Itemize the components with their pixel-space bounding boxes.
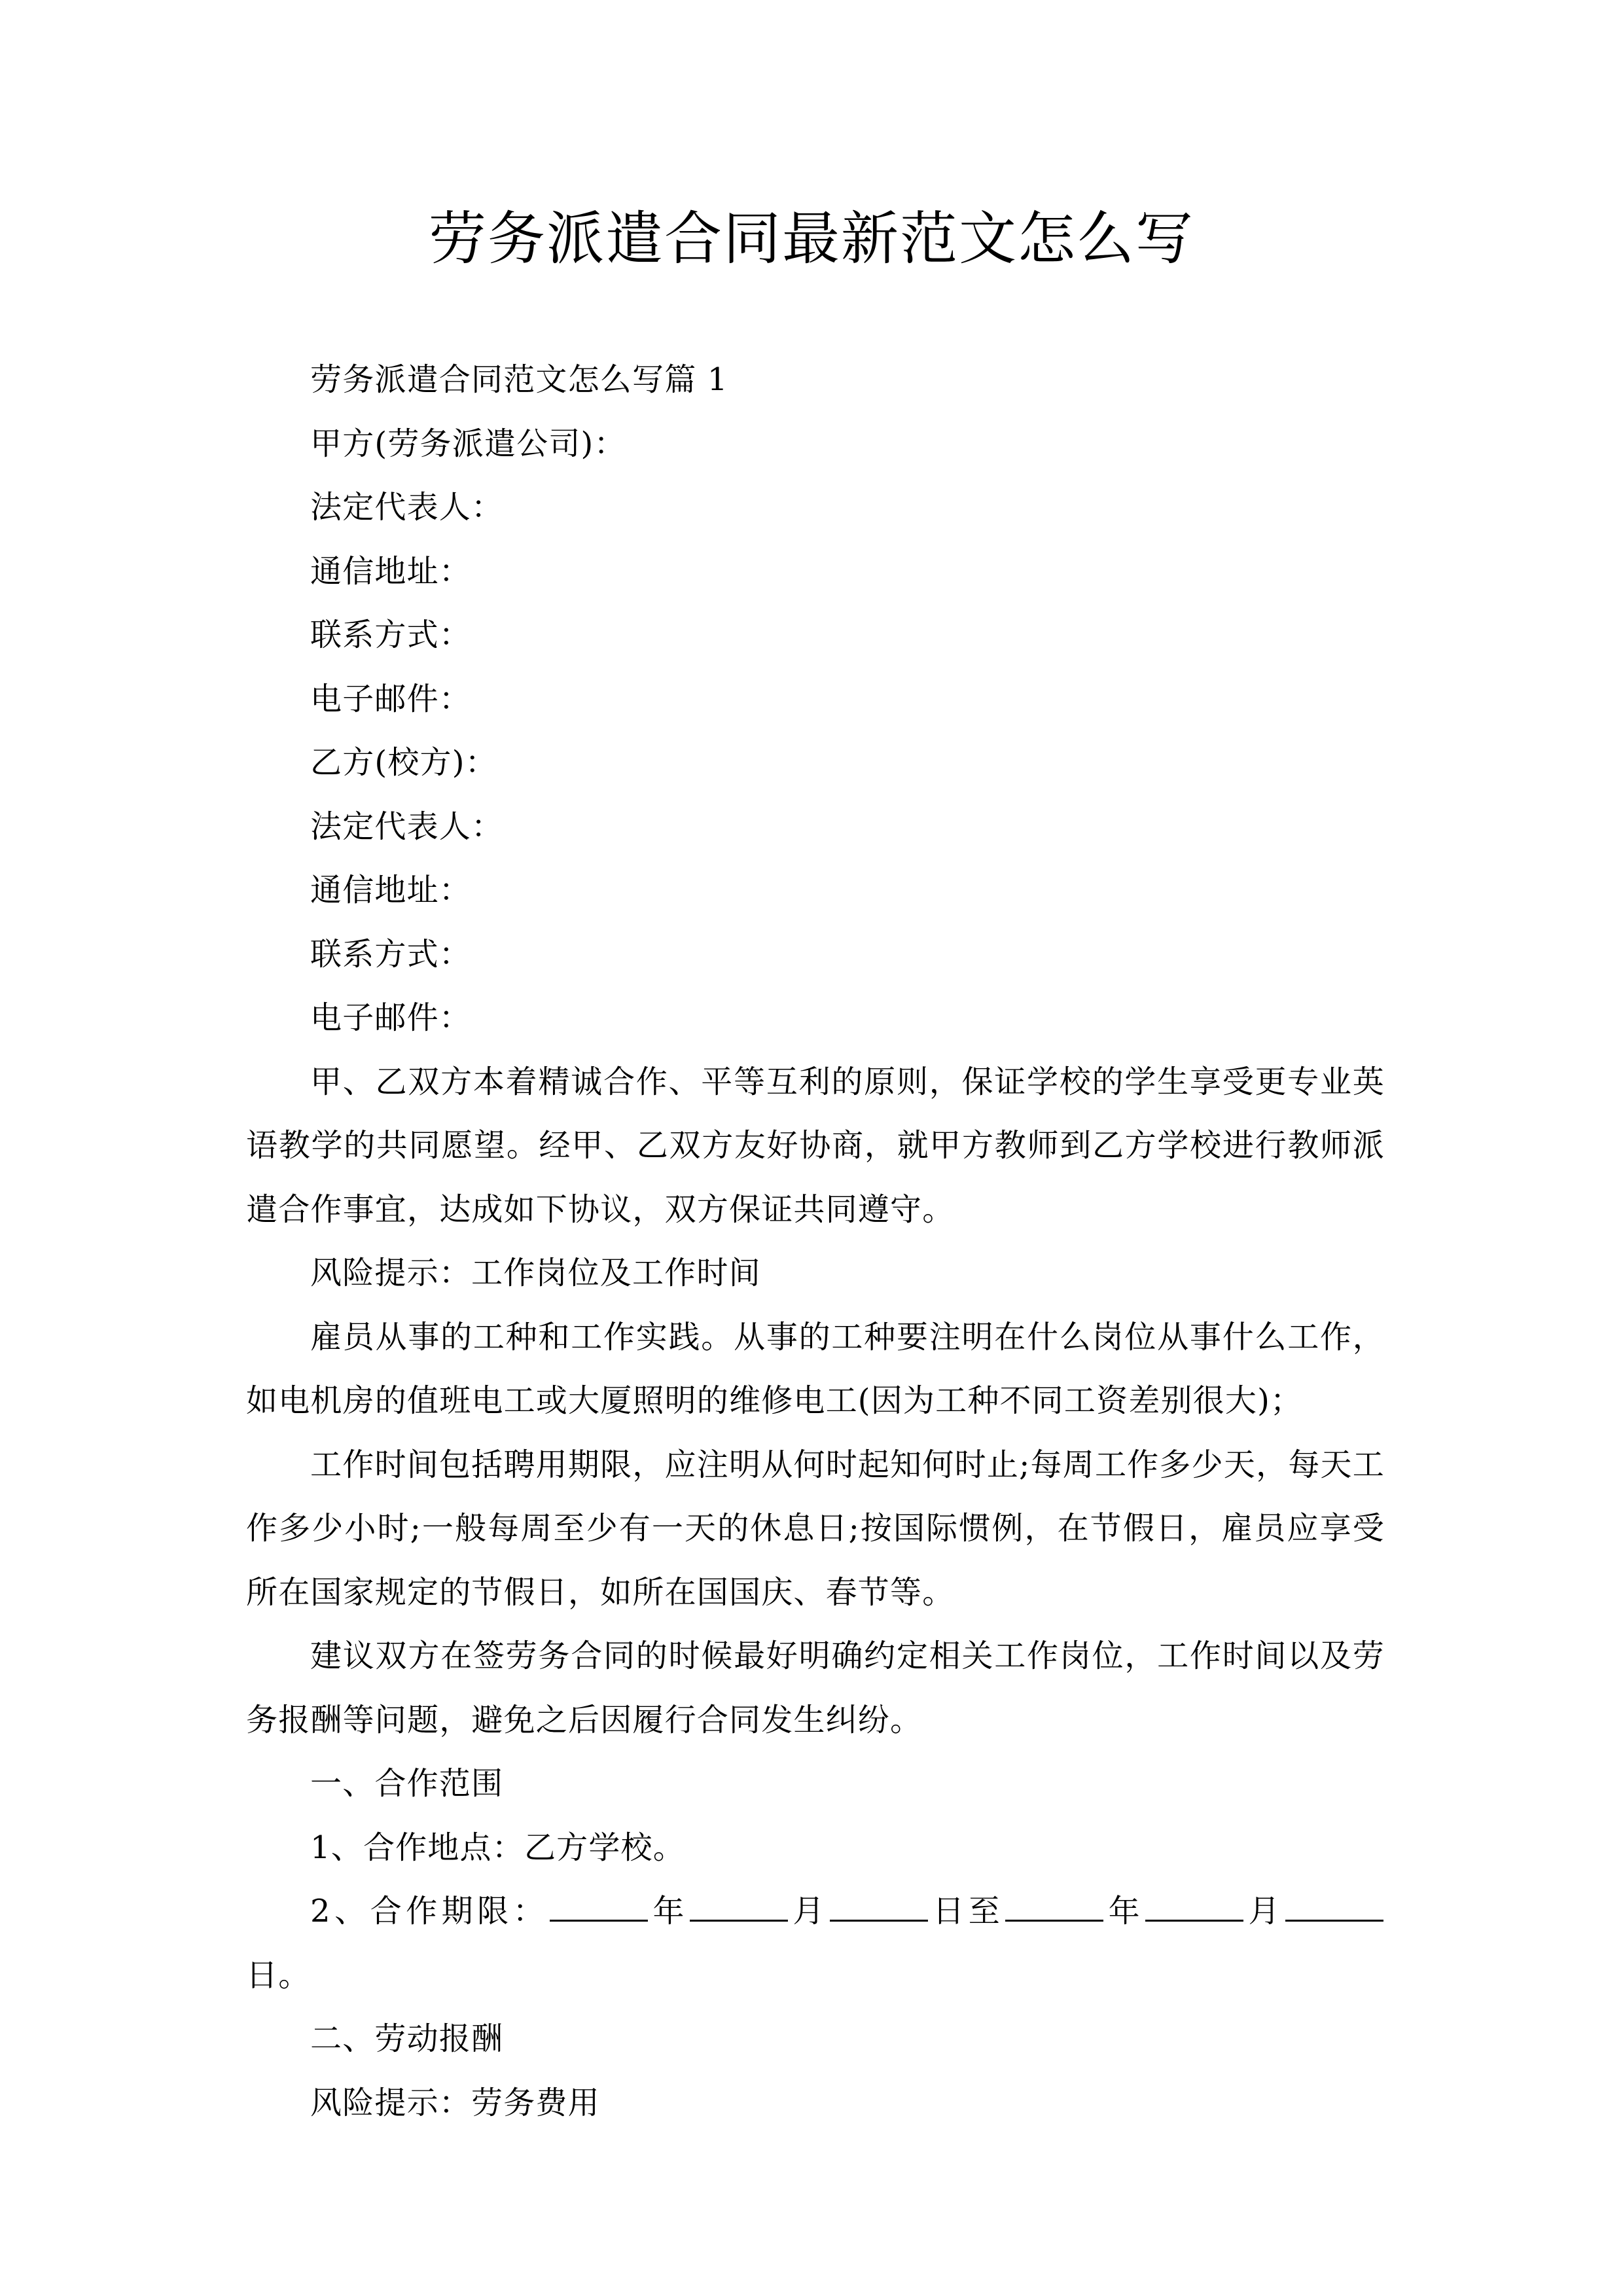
month2-label: 月 [1245, 1893, 1285, 1929]
party-b-legal-rep: 法定代表人： [310, 808, 504, 845]
start-year-blank[interactable] [550, 1893, 648, 1922]
day-end-label: 日。 [246, 1956, 311, 1994]
party-b-label: 乙方(校方)： [310, 744, 497, 781]
end-month-blank[interactable] [1145, 1893, 1243, 1922]
risk-note-fees: 风险提示：劳务费用 [310, 2084, 600, 2121]
year-label: 年 [649, 1893, 689, 1929]
party-a-address: 通信地址： [310, 552, 472, 590]
section-1-heading: 一、合作范围 [310, 1765, 504, 1802]
document-title: 劳务派遣合同最新范文怎么写 [428, 205, 1194, 272]
cooperation-period-label: 2、合作期限： [310, 1893, 549, 1929]
party-a-contact: 联系方式： [310, 617, 472, 653]
section-heading: 劳务派遣合同范文怎么写篇 1 [310, 361, 728, 398]
party-b-contact: 联系方式： [310, 935, 472, 973]
party-a-label: 甲方(劳务派遣公司)： [310, 425, 626, 462]
month-label: 月 [789, 1893, 829, 1929]
party-b-address: 通信地址： [310, 872, 472, 908]
risk-note-position-hours: 风险提示：工作岗位及工作时间 [310, 1255, 761, 1291]
party-a-legal-rep: 法定代表人： [310, 489, 504, 526]
party-b-email: 电子邮件： [310, 999, 472, 1036]
party-a-email: 电子邮件： [310, 680, 472, 717]
cooperation-location: 1、合作地点：乙方学校。 [310, 1829, 685, 1866]
working-hours-paragraph: 工作时间包括聘用期限，应注明从何时起知何时止;每周工作多少天，每天工作多少小时;一般每周至少有一天的休息日;按国际惯例，在节假日，雇员应享受所在国家规定的节假日，如所在国国庆、春节等。 [246, 1446, 1385, 1611]
day-to-label: 日至 [929, 1893, 1005, 1929]
suggestion-paragraph: 建议双方在签劳务合同的时候最好明确约定相关工作岗位，工作时间以及劳务报酬等问题，避免之后因履行合同发生纠纷。 [246, 1638, 1385, 1738]
document-body [246, 348, 1385, 2135]
job-type-paragraph: 雇员从事的工种和工作实践。从事的工种要注明在什么岗位从事什么工作，如电机房的值班电工或大厦照明的维修电工(因为工种不同工资差别很大)； [246, 1318, 1385, 1419]
preamble-paragraph: 甲、乙双方本着精诚合作、平等互利的原则，保证学校的学生享受更专业英语教学的共同愿望。经甲、乙双方友好协商，就甲方教师到乙方学校进行教师派遣合作事宜，达成如下协议，双方保证共同遵守。 [246, 1063, 1385, 1228]
year2-label: 年 [1105, 1893, 1145, 1929]
start-day-blank[interactable] [830, 1893, 928, 1922]
section-2-heading: 二、劳动报酬 [310, 2020, 504, 2057]
end-year-blank[interactable] [1005, 1893, 1103, 1922]
end-day-blank[interactable] [1285, 1893, 1383, 1922]
start-month-blank[interactable] [690, 1893, 788, 1922]
cooperation-period [246, 1880, 1385, 2007]
